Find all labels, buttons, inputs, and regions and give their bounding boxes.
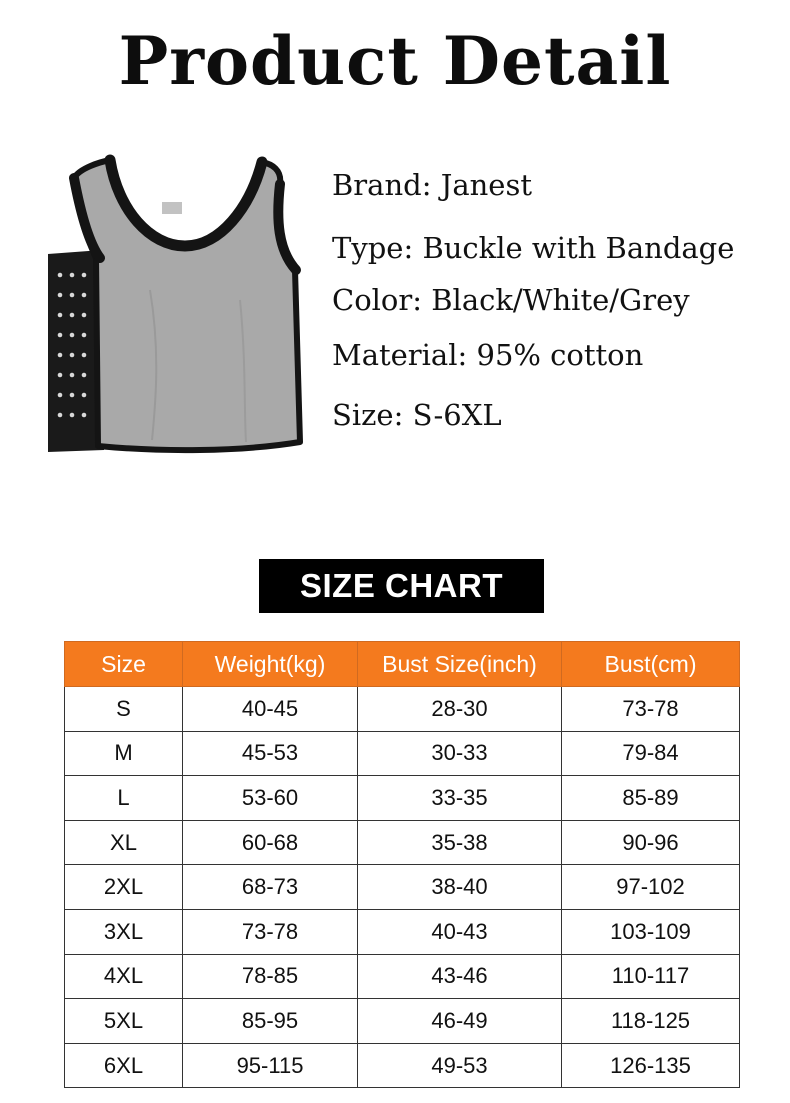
table-row	[65, 731, 740, 776]
cell-bust-cm: 110-117	[562, 954, 740, 999]
header-size: Size	[65, 642, 183, 687]
cell-bust-inch: 33-35	[358, 776, 562, 821]
cell-bust-inch: 49-53	[358, 1043, 562, 1088]
header-bust-inch: Bust Size(inch)	[358, 642, 562, 687]
cell-bust-cm: 79-84	[562, 731, 740, 776]
table-row	[65, 776, 740, 821]
table-row	[65, 909, 740, 954]
table-row	[65, 820, 740, 865]
table-row	[65, 687, 740, 732]
spec-color: Color: Black/White/Grey	[332, 283, 690, 317]
cell-bust-cm: 90-96	[562, 820, 740, 865]
cell-bust-inch: 43-46	[358, 954, 562, 999]
cell-bust-cm: 103-109	[562, 909, 740, 954]
cell-bust-inch: 40-43	[358, 909, 562, 954]
cell-weight: 85-95	[183, 999, 358, 1044]
cell-bust-inch: 46-49	[358, 999, 562, 1044]
cell-bust-cm: 73-78	[562, 687, 740, 732]
cell-size: 3XL	[65, 909, 183, 954]
cell-weight: 53-60	[183, 776, 358, 821]
table-row	[65, 865, 740, 910]
cell-size: 2XL	[65, 865, 183, 910]
table-header-row	[65, 642, 740, 687]
cell-weight: 73-78	[183, 909, 358, 954]
cell-size: 4XL	[65, 954, 183, 999]
cell-bust-cm: 126-135	[562, 1043, 740, 1088]
cell-size: 6XL	[65, 1043, 183, 1088]
cell-bust-inch: 28-30	[358, 687, 562, 732]
cell-weight: 40-45	[183, 687, 358, 732]
size-chart-table	[64, 641, 740, 1088]
cell-weight: 95-115	[183, 1043, 358, 1088]
cell-size: S	[65, 687, 183, 732]
product-image	[40, 150, 310, 460]
cell-size: 5XL	[65, 999, 183, 1044]
cell-bust-inch: 35-38	[358, 820, 562, 865]
cell-size: M	[65, 731, 183, 776]
header-weight: Weight(kg)	[183, 642, 358, 687]
spec-size: Size: S-6XL	[332, 398, 502, 432]
cell-bust-cm: 85-89	[562, 776, 740, 821]
spec-brand: Brand: Janest	[332, 168, 532, 202]
cell-size: L	[65, 776, 183, 821]
cell-bust-inch: 38-40	[358, 865, 562, 910]
spec-material: Material: 95% cotton	[332, 338, 644, 372]
page-title: Product Detail	[118, 22, 672, 100]
header-bust-cm: Bust(cm)	[562, 642, 740, 687]
table-row	[65, 1043, 740, 1088]
cell-weight: 78-85	[183, 954, 358, 999]
cell-size: XL	[65, 820, 183, 865]
cell-weight: 60-68	[183, 820, 358, 865]
cell-bust-inch: 30-33	[358, 731, 562, 776]
spec-type: Type: Buckle with Bandage	[332, 231, 735, 265]
table-row	[65, 954, 740, 999]
cell-bust-cm: 97-102	[562, 865, 740, 910]
cell-weight: 45-53	[183, 731, 358, 776]
size-chart-banner: SIZE CHART	[259, 559, 544, 613]
cell-bust-cm: 118-125	[562, 999, 740, 1044]
table-row	[65, 999, 740, 1044]
cell-weight: 68-73	[183, 865, 358, 910]
